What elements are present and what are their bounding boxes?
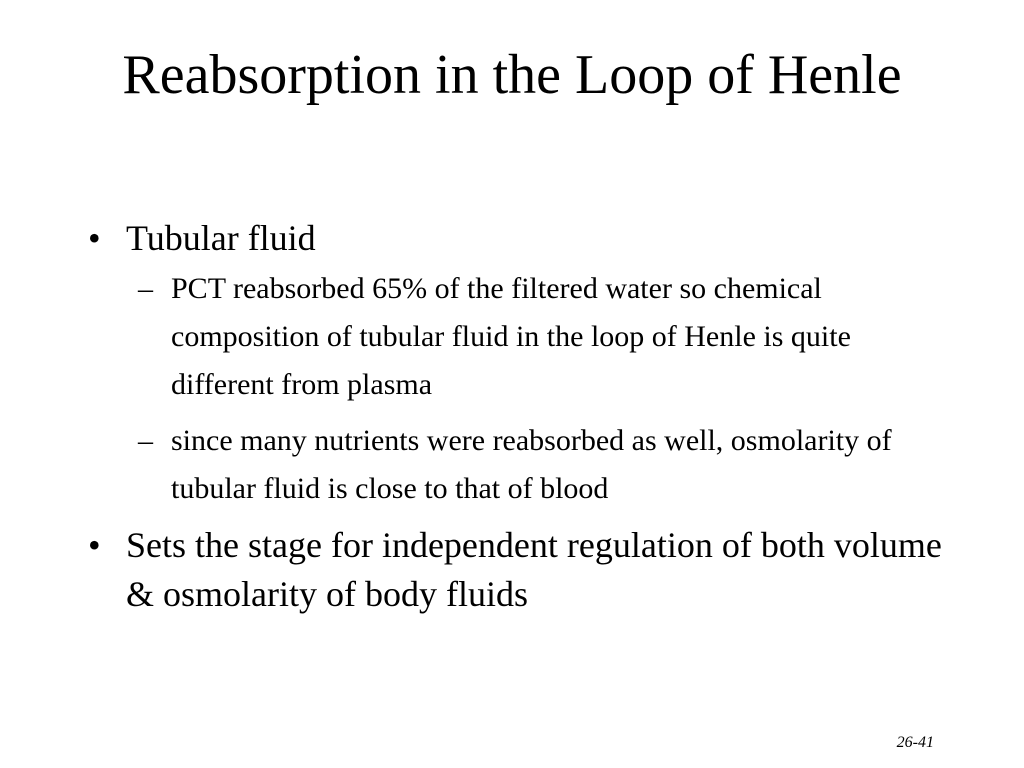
bullet-text: Tubular fluid [126,218,316,258]
sub-bullet-marker: – [138,272,153,305]
sub-bullet-text: since many nutrients were reabsorbed as well, osmolarity of tubular fluid is close to that of blood [171,424,892,505]
bullet-marker: • [88,218,101,258]
sub-bullet-item-pct [138,265,948,409]
sub-bullet-item-nutrients [138,417,948,513]
bullet-item-sets-stage [88,521,948,619]
bullet-item-tubular-fluid [88,214,948,513]
bullet-list [88,214,948,619]
sub-bullet-text: PCT reabsorbed 65% of the filtered water so chemical composition of tubular fluid in the loop of Henle is quite different from plasma [171,272,851,401]
sub-bullet-marker: – [138,424,153,457]
slide-title: Reabsorption in the Loop of Henle [122,44,902,106]
bullet-marker: • [88,525,101,565]
bullet-text: Sets the stage for independent regulation of both volume & osmolarity of body fluids [126,525,942,614]
slide-number: 26-41 [896,734,934,751]
sub-bullet-list [138,265,948,513]
